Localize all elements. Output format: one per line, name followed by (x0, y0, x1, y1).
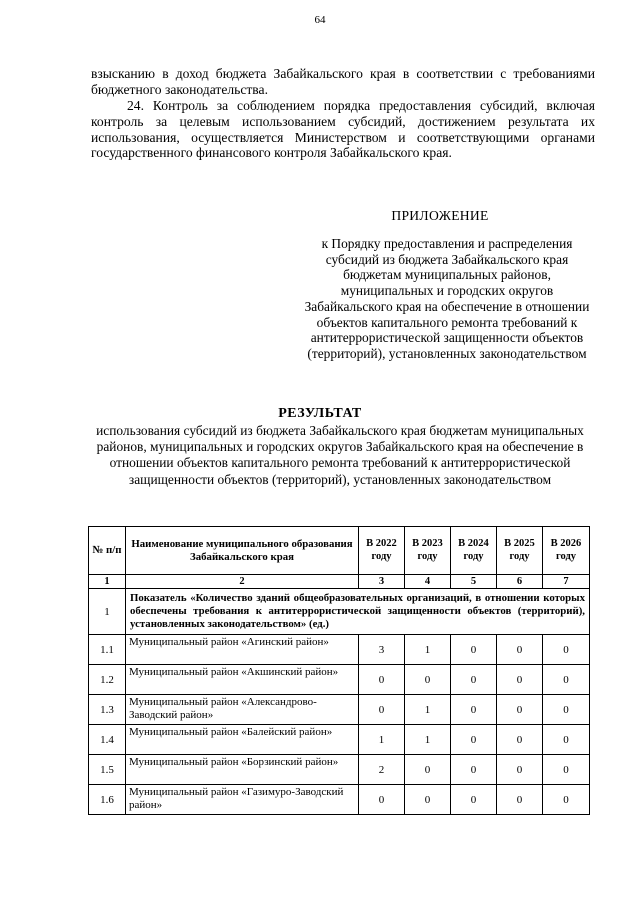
row-name: Муниципальный район «Акшинский район» (126, 665, 359, 695)
row-value-2025: 0 (497, 695, 543, 725)
table-row (89, 635, 590, 665)
row-name: Муниципальный район «Агинский район» (126, 635, 359, 665)
header-2022: В 2022 году (359, 527, 405, 575)
row-value-2025: 0 (497, 725, 543, 755)
row-value-2024: 0 (451, 695, 497, 725)
row-value-2026: 0 (543, 695, 590, 725)
column-number: 6 (497, 575, 543, 589)
row-name: Муниципальный район «Борзинский район» (126, 755, 359, 785)
column-number: 2 (126, 575, 359, 589)
header-2026: В 2026 году (543, 527, 590, 575)
appendix-title: ПРИЛОЖЕНИЕ (391, 208, 489, 223)
indicator-text: Показатель «Количество зданий общеобразовательных организаций, в отношении которых обеспечены требования к антитеррористической защищенности объектов (территорий), установленных законодательством» (ед.) (126, 589, 590, 635)
header-2023: В 2023 году (405, 527, 451, 575)
row-value-2023: 1 (405, 635, 451, 665)
header-2025: В 2025 году (497, 527, 543, 575)
row-num: 1.2 (89, 665, 126, 695)
result-title: РЕЗУЛЬТАТ (278, 406, 362, 421)
row-value-2026: 0 (543, 785, 590, 815)
table-row (89, 725, 590, 755)
row-value-2026: 0 (543, 665, 590, 695)
header-2024: В 2024 году (451, 527, 497, 575)
row-value-2025: 0 (497, 665, 543, 695)
row-num: 1.6 (89, 785, 126, 815)
row-value-2022: 3 (359, 635, 405, 665)
appendix-text: к Порядку предоставления и распределения субсидий из бюджета Забайкальского края бюджетам муниципальных районов, муниципальных и городских округов Забайкальского края на обеспечение в отношении объектов капитального ремонта требований к антитеррористической защищенности объектов (территорий), установленных законодательством (304, 236, 590, 361)
row-value-2022: 0 (359, 665, 405, 695)
table-row (89, 785, 590, 815)
column-number: 5 (451, 575, 497, 589)
row-value-2024: 0 (451, 635, 497, 665)
row-value-2025: 0 (497, 785, 543, 815)
row-value-2022: 0 (359, 695, 405, 725)
column-number: 7 (543, 575, 590, 589)
indicator-row (89, 589, 590, 635)
row-name: Муниципальный район «Александрово-Заводский район» (126, 695, 359, 725)
indicator-num: 1 (89, 589, 126, 635)
result-subtitle: использования субсидий из бюджета Забайкальского края бюджетам муниципальных районов, муниципальных и городских округов Забайкальского края на обеспечение в отношении объектов капитального ремонта требований к антитеррористической защищенности объектов (территорий), установленных законодательством (96, 423, 584, 487)
column-number-row (89, 575, 590, 589)
row-name: Муниципальный район «Балейский район» (126, 725, 359, 755)
table-header-row (89, 527, 590, 575)
header-num: № п/п (89, 527, 126, 575)
row-value-2023: 0 (405, 785, 451, 815)
paragraph-24: 24. Контроль за соблюдением порядка предоставления субсидий, включая контроль за целевым использованием субсидий, достижением результата их использования, осуществляется Министерством и соответствующими органами государственного финансового контроля Забайкальского края. (91, 98, 595, 161)
row-value-2025: 0 (497, 755, 543, 785)
table-body (89, 635, 590, 815)
row-value-2022: 2 (359, 755, 405, 785)
page-number: 64 (314, 14, 326, 26)
row-value-2024: 0 (451, 665, 497, 695)
row-num: 1.1 (89, 635, 126, 665)
row-value-2023: 1 (405, 725, 451, 755)
row-value-2022: 0 (359, 785, 405, 815)
row-value-2023: 0 (405, 755, 451, 785)
row-num: 1.3 (89, 695, 126, 725)
row-value-2023: 0 (405, 665, 451, 695)
table-row (89, 755, 590, 785)
row-value-2022: 1 (359, 725, 405, 755)
table-row (89, 695, 590, 725)
column-number: 4 (405, 575, 451, 589)
table-row (89, 665, 590, 695)
row-value-2026: 0 (543, 755, 590, 785)
row-value-2024: 0 (451, 725, 497, 755)
row-value-2024: 0 (451, 785, 497, 815)
column-number: 3 (359, 575, 405, 589)
results-table (88, 526, 590, 815)
row-num: 1.5 (89, 755, 126, 785)
row-value-2026: 0 (543, 725, 590, 755)
row-value-2024: 0 (451, 755, 497, 785)
header-name: Наименование муниципального образования Забайкальского края (126, 527, 359, 575)
row-value-2023: 1 (405, 695, 451, 725)
column-number: 1 (89, 575, 126, 589)
row-value-2025: 0 (497, 635, 543, 665)
row-name: Муниципальный район «Газимуро-Заводский район» (126, 785, 359, 815)
row-num: 1.4 (89, 725, 126, 755)
row-value-2026: 0 (543, 635, 590, 665)
paragraph-continuation: взысканию в доход бюджета Забайкальского края в соответствии с требованиями бюджетного законодательства. (91, 66, 595, 97)
